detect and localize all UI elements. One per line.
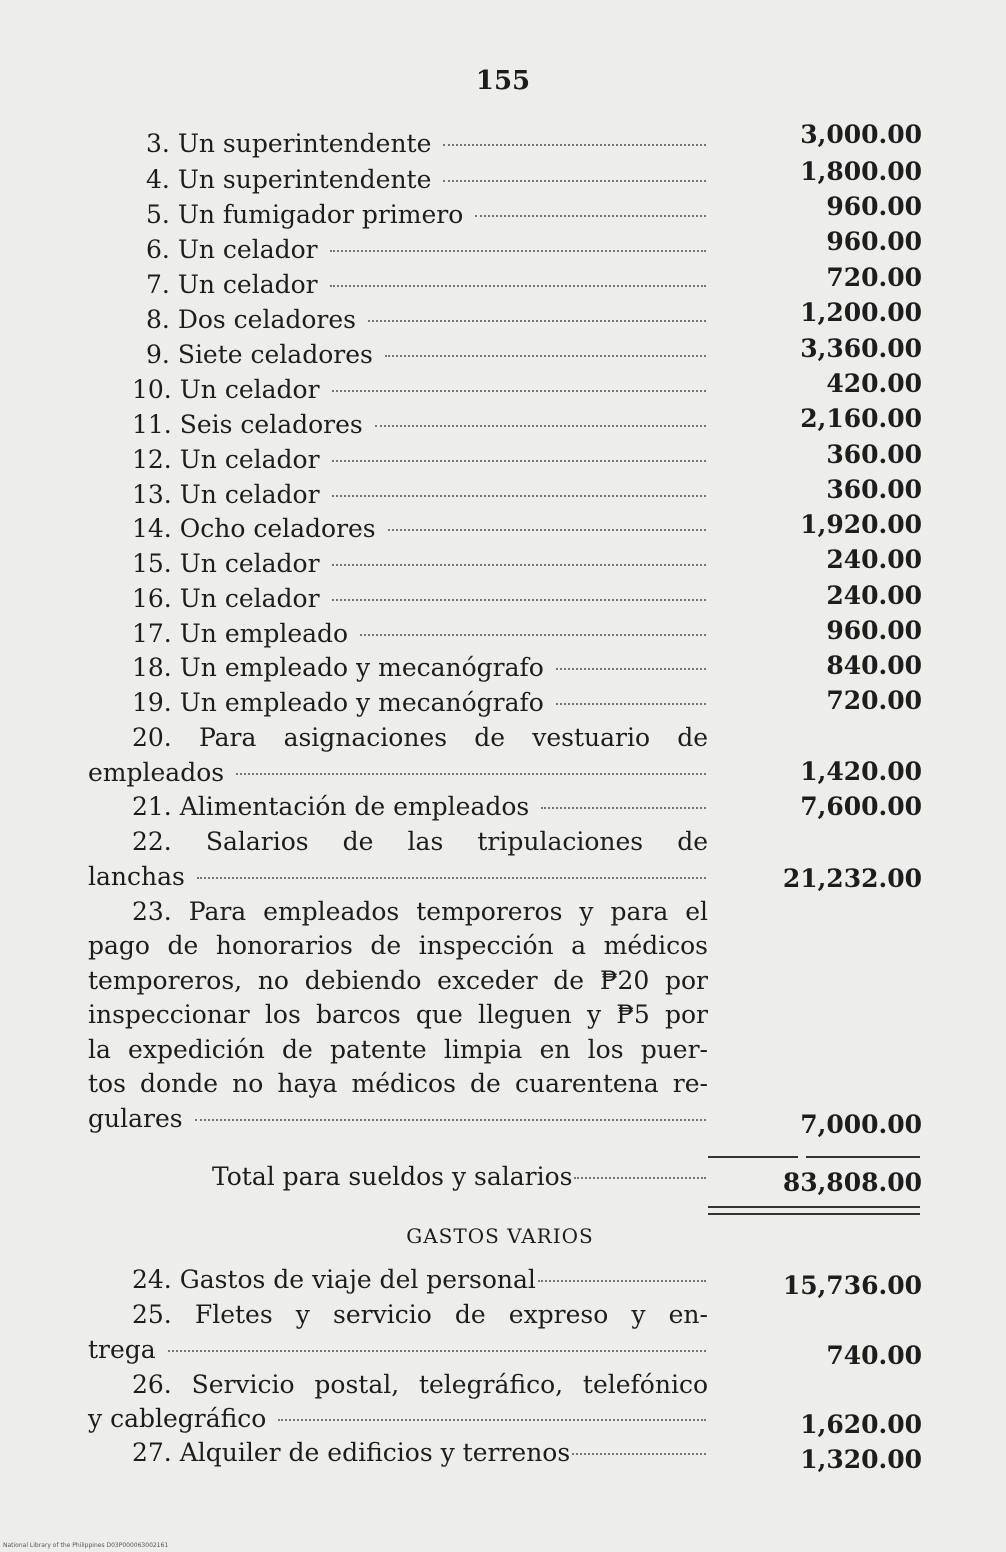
item-amount: 960.00 — [826, 616, 922, 645]
ledger-line — [88, 860, 708, 894]
item-description-continued: trega — [88, 1335, 156, 1364]
item-description: Salarios de las tripulaciones de — [205, 827, 708, 856]
item-amount: 240.00 — [826, 581, 922, 610]
item-number: 17. — [132, 619, 172, 648]
line-text — [88, 651, 544, 685]
item-description: Un celador — [179, 584, 320, 613]
line-text — [88, 198, 463, 232]
line-text — [88, 338, 373, 372]
item-amount: 3,000.00 — [800, 120, 922, 149]
line-text — [88, 303, 356, 337]
ledger-line — [132, 895, 708, 929]
ledger-line: la expedición de patente limpia en los puer- — [88, 1035, 708, 1064]
dot-leader — [360, 634, 706, 636]
item-description: Seis celadores — [179, 410, 363, 439]
item-number: 13. — [132, 480, 172, 509]
scan-footer: National Library of the Philippines D03P000063002161 — [3, 1542, 169, 1549]
item-description: Fletes y servicio de expreso y en- — [194, 1300, 708, 1329]
item-description: Un celador — [179, 549, 320, 578]
dot-leader — [388, 529, 706, 531]
line-text — [88, 163, 431, 197]
ledger-line: tos donde no haya médicos de cuarentena re- — [88, 1069, 708, 1098]
item-number: 16. — [132, 584, 172, 613]
ledger-line — [88, 478, 708, 512]
item-amount: 720.00 — [826, 263, 922, 292]
ledger-line — [88, 617, 708, 651]
item-amount: 2,160.00 — [800, 404, 922, 433]
item-description: Un empleado y mecanógrafo — [179, 653, 544, 682]
line-text — [88, 443, 320, 477]
ledger-line — [88, 338, 708, 372]
ledger-line — [88, 1436, 708, 1470]
item-number: 12. — [132, 445, 172, 474]
item-amount: 15,736.00 — [782, 1271, 922, 1300]
item-amount: 1,620.00 — [800, 1410, 922, 1439]
section-heading: GASTOS VARIOS — [406, 1224, 594, 1248]
item-number: 4. — [146, 165, 170, 194]
dot-leader — [556, 668, 706, 670]
item-description: Para asignaciones de vestuario de — [198, 723, 708, 752]
ledger-line — [88, 1102, 708, 1136]
item-description: Servicio postal, telegráfico, telefónico — [191, 1370, 708, 1399]
item-amount: 1,420.00 — [800, 757, 922, 786]
item-number: 27. — [132, 1438, 172, 1467]
total-double-rule — [708, 1206, 920, 1208]
ledger-line — [88, 651, 708, 685]
item-number: 5. — [146, 200, 170, 229]
item-description: Un celador — [177, 235, 318, 264]
total-line — [212, 1160, 708, 1194]
item-number: 9. — [146, 340, 170, 369]
item-description: Siete celadores — [177, 340, 373, 369]
line-text — [88, 1263, 536, 1297]
line-text — [88, 686, 544, 720]
line-text — [88, 127, 431, 161]
line-text — [88, 233, 318, 267]
item-amount: 1,920.00 — [800, 510, 922, 539]
item-amount: 740.00 — [826, 1341, 922, 1370]
line-text — [88, 268, 318, 302]
dot-leader — [332, 390, 706, 392]
dot-leader — [475, 215, 706, 217]
item-amount: 960.00 — [826, 192, 922, 221]
dot-leader — [538, 1280, 706, 1282]
ledger-line — [88, 127, 708, 161]
ledger-line — [88, 790, 708, 824]
item-description-continued: empleados — [88, 758, 225, 787]
ledger-line — [88, 268, 708, 302]
item-description: Alimentación de empleados — [179, 792, 530, 821]
ledger-line: pago de honorarios de inspección a médicos — [88, 931, 708, 960]
ledger-line — [132, 1368, 708, 1402]
dot-leader — [556, 703, 706, 705]
item-amount: 240.00 — [826, 545, 922, 574]
item-number: 3. — [146, 129, 170, 158]
item-number: 25. — [132, 1300, 172, 1329]
item-amount: 840.00 — [826, 651, 922, 680]
dot-leader — [541, 807, 706, 809]
dot-leader — [332, 599, 706, 601]
line-text — [88, 547, 320, 581]
dot-leader — [332, 564, 706, 566]
item-description: Un superintendente — [177, 165, 432, 194]
item-amount: 720.00 — [826, 686, 922, 715]
item-description: Un empleado y mecanógrafo — [179, 688, 544, 717]
item-number: 20. — [132, 723, 172, 752]
item-description: Ocho celadores — [179, 514, 376, 543]
total-amount: 83,808.00 — [782, 1168, 922, 1197]
total-label: Total para sueldos y salarios — [212, 1162, 573, 1191]
item-amount: 1,800.00 — [800, 157, 922, 186]
ledger-line — [88, 1402, 708, 1436]
ledger-line — [88, 582, 708, 616]
ledger-line — [88, 547, 708, 581]
dot-leader — [572, 1453, 706, 1455]
dot-leader — [330, 250, 706, 252]
dot-leader — [332, 495, 706, 497]
dot-leader — [385, 355, 706, 357]
ledger-line — [88, 686, 708, 720]
item-amount: 7,600.00 — [800, 792, 922, 821]
item-number: 14. — [132, 514, 172, 543]
item-amount: 420.00 — [826, 369, 922, 398]
line-text — [88, 373, 320, 407]
dot-leader — [443, 180, 706, 182]
item-amount: 7,000.00 — [800, 1110, 922, 1139]
ledger-line — [132, 721, 708, 755]
ledger-line — [88, 1333, 708, 1367]
total-double-rule — [708, 1213, 920, 1215]
ledger-line — [88, 512, 708, 546]
item-number: 6. — [146, 235, 170, 264]
item-description-continued: lanchas — [88, 862, 185, 891]
ledger-line — [88, 408, 708, 442]
item-description: Para empleados temporeros y para el — [188, 897, 709, 926]
item-number: 10. — [132, 375, 172, 404]
dot-leader — [195, 1119, 706, 1121]
line-text — [88, 617, 348, 651]
item-amount: 360.00 — [826, 440, 922, 469]
ledger-line — [88, 756, 708, 790]
item-number: 21. — [132, 792, 172, 821]
subtotal-rule — [806, 1156, 920, 1158]
line-text — [88, 478, 320, 512]
dot-leader — [443, 144, 706, 146]
dot-leader — [368, 320, 706, 322]
item-description: Alquiler de edificios y terrenos — [179, 1438, 571, 1467]
item-amount: 360.00 — [826, 475, 922, 504]
item-description-continued: gulares — [88, 1104, 183, 1133]
item-number: 8. — [146, 305, 170, 334]
item-description: Un celador — [179, 480, 320, 509]
item-description: Un celador — [179, 445, 320, 474]
ledger-line — [88, 163, 708, 197]
dot-leader — [168, 1350, 706, 1352]
item-number: 24. — [132, 1265, 172, 1294]
ledger-line — [88, 303, 708, 337]
ledger-line — [132, 825, 708, 859]
item-description: Un celador — [177, 270, 318, 299]
dot-leader — [332, 460, 706, 462]
item-amount: 1,200.00 — [800, 298, 922, 327]
item-amount: 3,360.00 — [800, 334, 922, 363]
item-number: 11. — [132, 410, 172, 439]
dot-leader — [236, 773, 706, 775]
item-description: Un empleado — [179, 619, 349, 648]
item-number: 15. — [132, 549, 172, 578]
ledger-line — [88, 233, 708, 267]
ledger-line — [88, 1263, 708, 1297]
ledger-line: inspeccionar los barcos que lleguen y ₱5 por — [88, 1000, 708, 1029]
dot-leader — [330, 285, 706, 287]
item-number: 22. — [132, 827, 172, 856]
line-text — [88, 582, 320, 616]
line-text — [88, 512, 376, 546]
item-number: 18. — [132, 653, 172, 682]
line-text — [88, 1436, 570, 1470]
item-number: 19. — [132, 688, 172, 717]
dot-leader — [197, 877, 706, 879]
item-description: Un celador — [179, 375, 320, 404]
item-amount: 960.00 — [826, 227, 922, 256]
ledger-line — [132, 1298, 708, 1332]
line-text — [88, 408, 363, 442]
dot-leader — [278, 1419, 706, 1421]
item-number: 26. — [132, 1370, 172, 1399]
item-number: 23. — [132, 897, 172, 926]
dot-leader — [375, 425, 706, 427]
dot-leader — [574, 1177, 706, 1179]
item-description: Un fumigador primero — [177, 200, 464, 229]
item-description-continued: y cablegráfico — [88, 1404, 267, 1433]
ledger-line — [88, 198, 708, 232]
ledger-line: temporeros, no debiendo exceder de ₱20 por — [88, 966, 708, 995]
ledger-line — [88, 443, 708, 477]
item-description: Un superintendente — [177, 129, 432, 158]
page-number: 155 — [475, 66, 531, 96]
item-description: Dos celadores — [177, 305, 357, 334]
subtotal-rule — [708, 1156, 798, 1158]
ledger-line — [88, 373, 708, 407]
item-description: Gastos de viaje del personal — [179, 1265, 536, 1294]
item-amount: 21,232.00 — [782, 864, 922, 893]
line-text — [88, 790, 529, 824]
item-amount: 1,320.00 — [800, 1445, 922, 1474]
item-number: 7. — [146, 270, 170, 299]
